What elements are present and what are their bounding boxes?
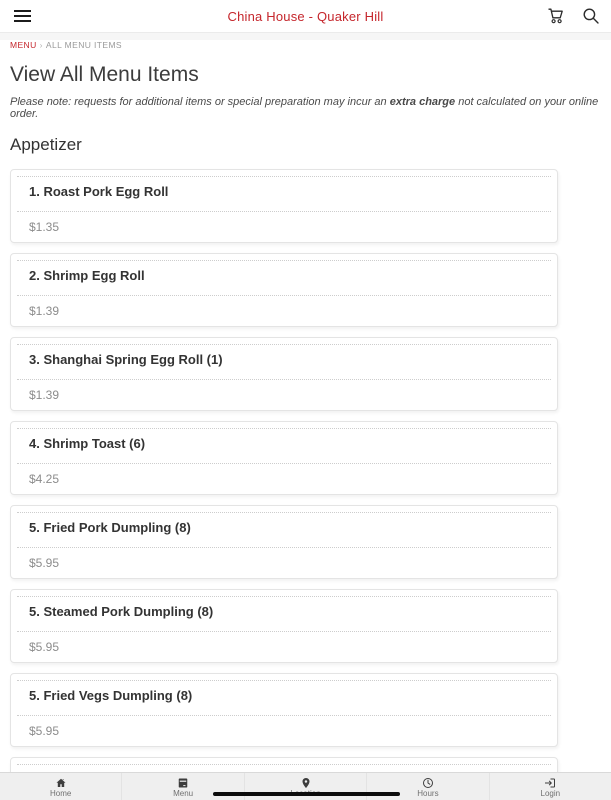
menu-item-name: 5. Fried Vegs Dumpling (8) bbox=[17, 680, 551, 716]
login-icon bbox=[544, 777, 556, 789]
header-divider-strip bbox=[0, 32, 611, 40]
location-pin-icon bbox=[300, 777, 312, 789]
menu-item-name: 3. Shanghai Spring Egg Roll (1) bbox=[17, 344, 551, 380]
menu-item-card[interactable] bbox=[10, 421, 558, 495]
menu-item-price: $1.39 bbox=[29, 304, 60, 319]
gesture-handle-bar bbox=[213, 792, 400, 797]
breadcrumb-separator: › bbox=[39, 40, 43, 50]
menu-item-card[interactable] bbox=[10, 337, 558, 411]
shopping-cart-icon[interactable] bbox=[547, 7, 565, 25]
breadcrumb-menu-link[interactable]: MENU bbox=[10, 40, 37, 50]
menu-item-name: 1. Roast Pork Egg Roll bbox=[17, 176, 551, 212]
section-title-appetizer: Appetizer bbox=[10, 135, 82, 155]
restaurant-title: China House - Quaker Hill bbox=[227, 8, 384, 24]
menu-item-name: 2. Shrimp Egg Roll bbox=[17, 260, 551, 296]
menu-item-name: 5. Steamed Pork Dumpling (8) bbox=[17, 596, 551, 632]
menu-item-price: $5.95 bbox=[29, 556, 60, 571]
menu-item-card[interactable] bbox=[10, 589, 558, 663]
main-content bbox=[0, 40, 611, 800]
clock-icon bbox=[422, 777, 434, 789]
menu-item-name: 5. Fried Pork Dumpling (8) bbox=[17, 512, 551, 548]
menu-item-card[interactable] bbox=[10, 253, 558, 327]
menu-item-price: $4.25 bbox=[29, 472, 60, 487]
menu-item-price: $5.95 bbox=[29, 724, 60, 739]
menu-item-price: $1.35 bbox=[29, 220, 60, 235]
nav-label: Hours bbox=[417, 789, 439, 798]
nav-label: Login bbox=[540, 789, 561, 798]
nav-label: Home bbox=[50, 789, 72, 798]
menu-item-card[interactable] bbox=[10, 169, 558, 243]
page-title: View All Menu Items bbox=[10, 63, 199, 86]
extra-charge-emphasis: extra charge bbox=[389, 96, 456, 109]
menu-item-card[interactable] bbox=[10, 505, 558, 579]
search-icon[interactable] bbox=[582, 7, 600, 25]
nav-item-home[interactable] bbox=[0, 773, 121, 800]
menu-item-price: $1.39 bbox=[29, 388, 60, 403]
nav-label: Menu bbox=[173, 789, 194, 798]
breadcrumb-current: ALL MENU ITEMS bbox=[45, 40, 123, 50]
menu-item-list bbox=[10, 169, 601, 800]
breadcrumb bbox=[10, 40, 601, 50]
nav-item-login[interactable] bbox=[489, 773, 611, 800]
menu-item-name: 4. Shrimp Toast (6) bbox=[17, 428, 551, 464]
home-icon bbox=[55, 777, 67, 789]
menu-book-icon bbox=[177, 777, 189, 789]
special-preparation-note: Please note: requests for additional items or special preparation may incur an extra charge not calculated on your online order. bbox=[10, 96, 599, 121]
menu-item-price: $5.95 bbox=[29, 640, 60, 655]
app-header bbox=[0, 0, 611, 32]
menu-item-card[interactable] bbox=[10, 673, 558, 747]
